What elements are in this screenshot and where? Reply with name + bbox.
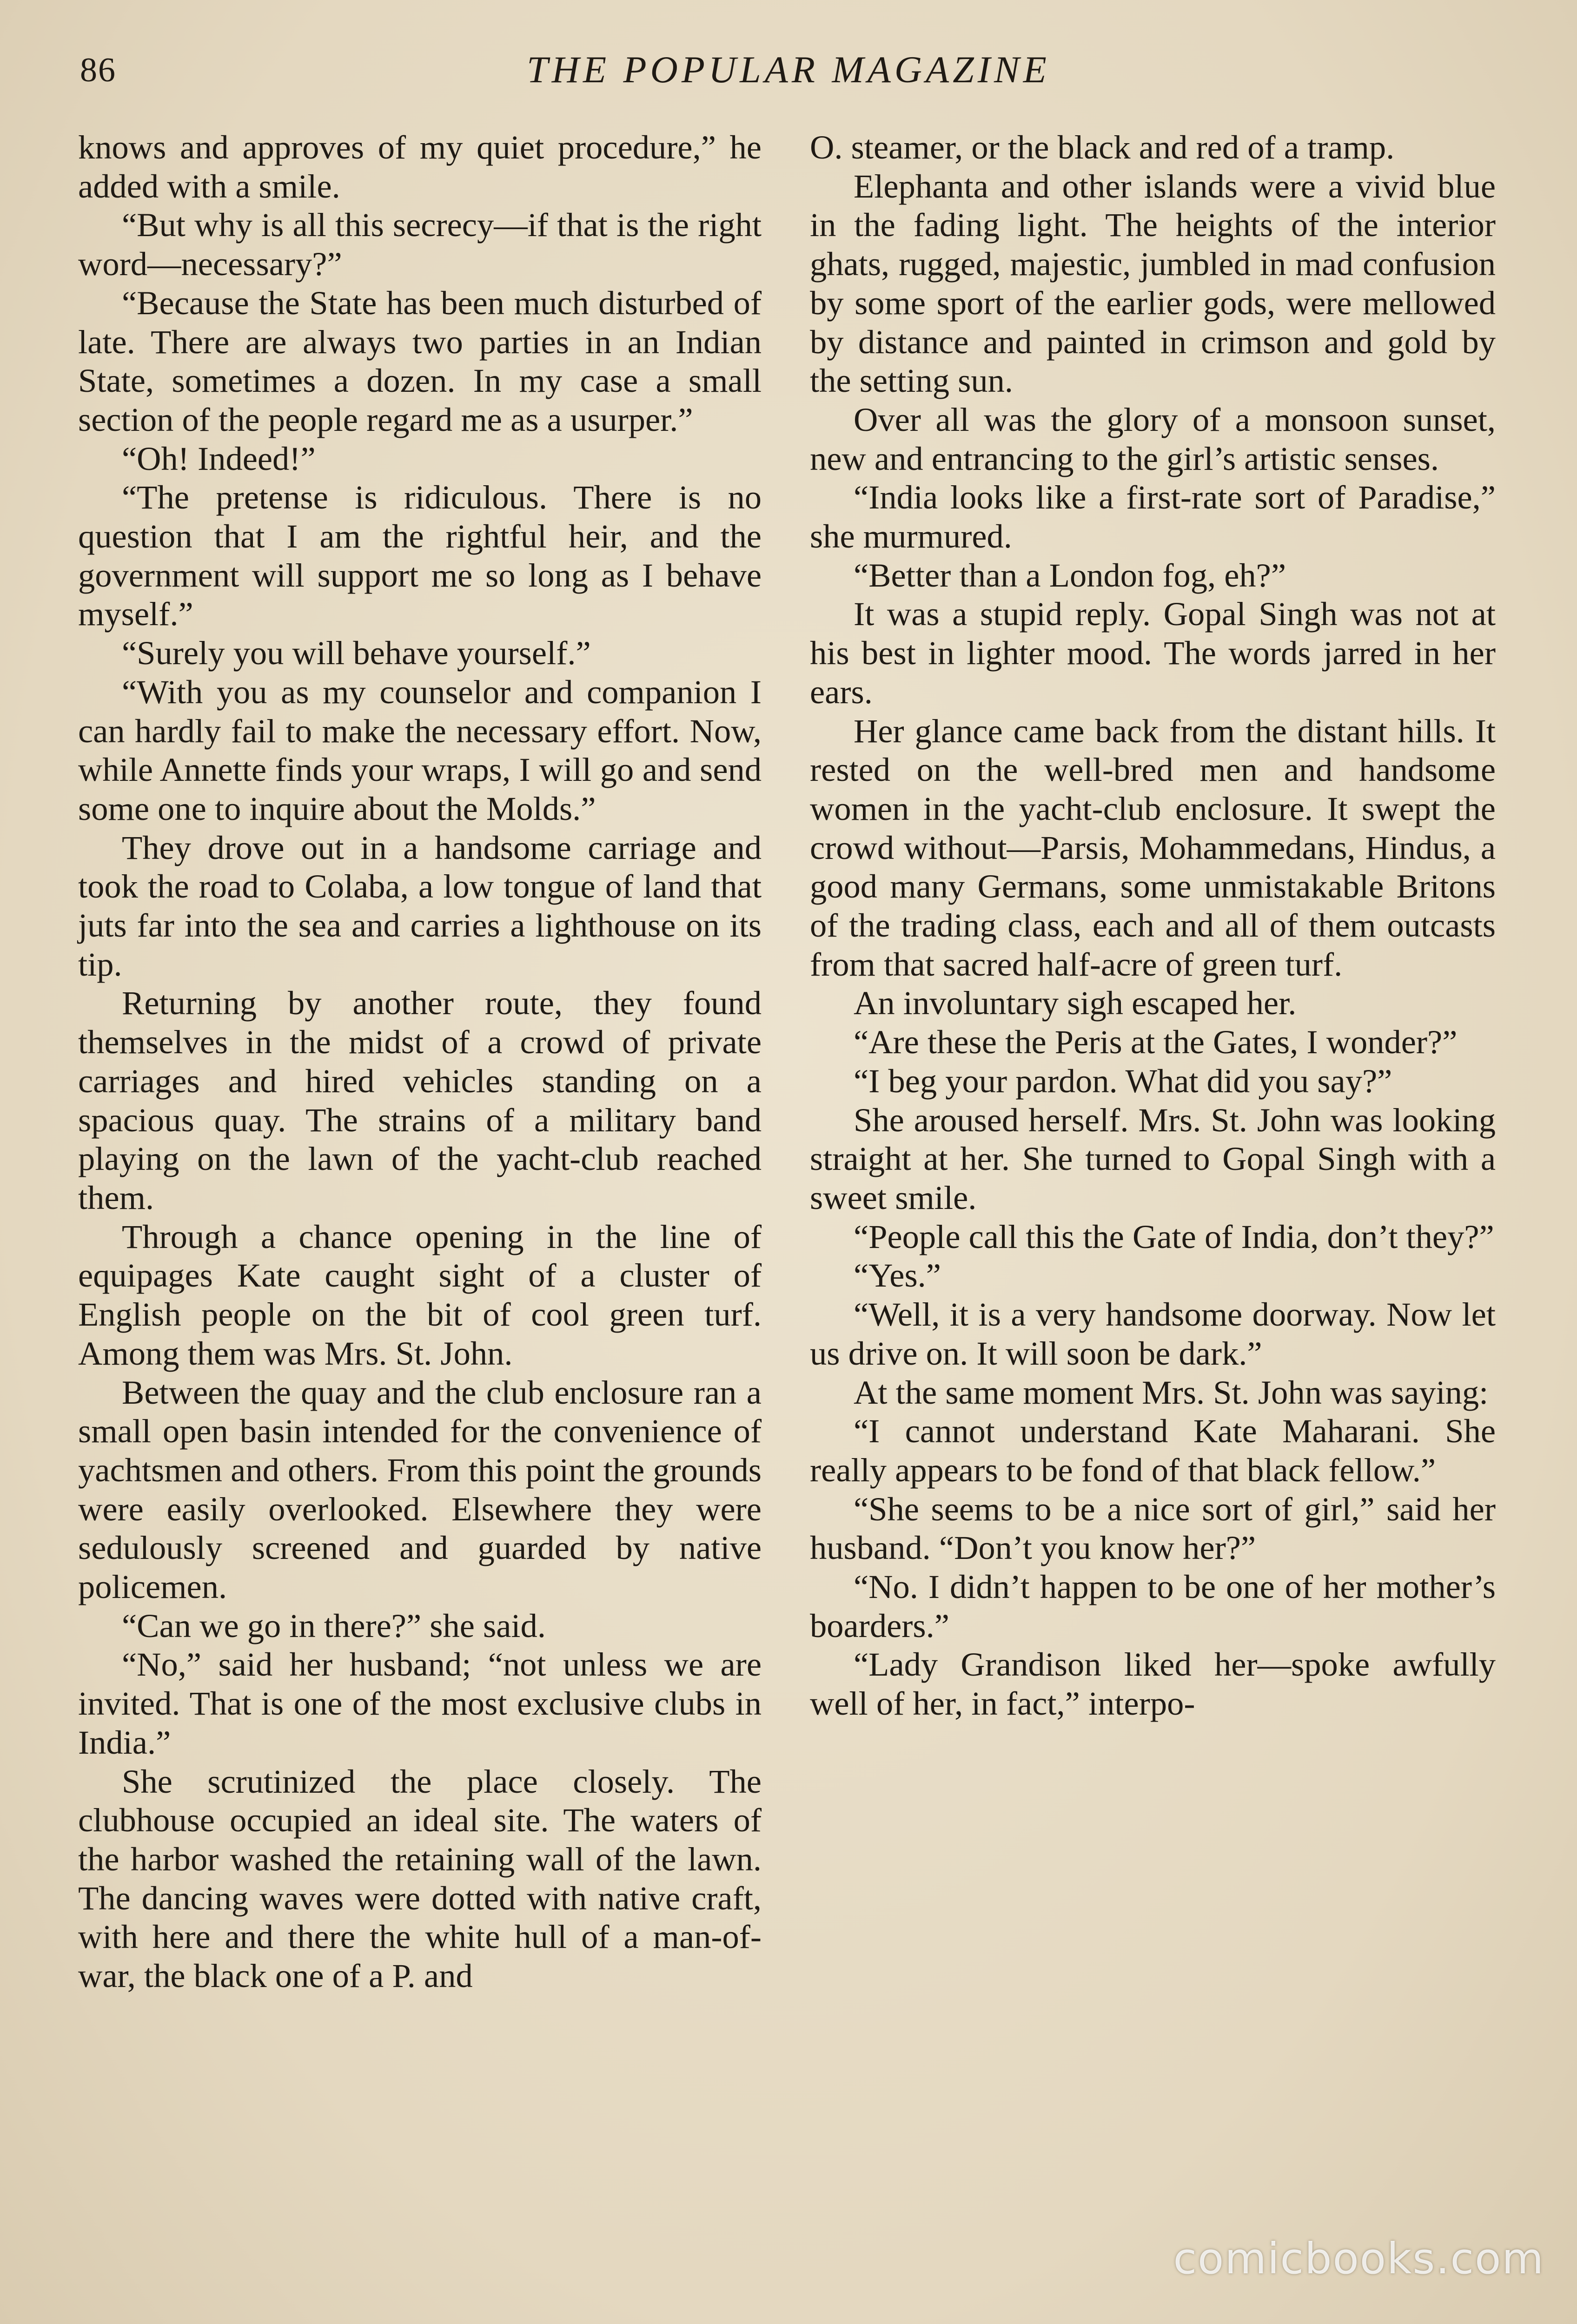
paragraph: “Better than a London fog, eh?” (854, 556, 1286, 594)
paragraph: “Well, it is a very handsome doorway. Now let us drive on. It will soon be dark.” (810, 1295, 1496, 1372)
paragraph: “No. I didn’t happen to be one of her mother’s boarders.” (810, 1568, 1496, 1644)
paragraph: “Surely you will behave yourself.” (122, 634, 591, 672)
paragraph: “Because the State has been much disturbed of late. There are always two parties in an Indian State, sometimes a dozen. In my case a small section of the people regard me as a usurper.” (78, 284, 762, 438)
paragraph: “Oh! Indeed!” (122, 439, 316, 477)
paragraph: Through a chance opening in the line of equipages Kate caught sight of a cluster of English people on the bit of cool green turf. Among them was Mrs. St. John. (78, 1217, 762, 1372)
right-column (810, 128, 1496, 1723)
paragraph: Returning by another route, they found themselves in the midst of a crowd of private carriages and hired vehicles standing on a spacious quay. The strains of a military band playing on the lawn of the yacht-club reached them. (78, 984, 762, 1216)
watermark: comicbooks.com (1173, 2234, 1544, 2284)
paragraph: “Lady Grandison liked her—spoke awfully well of her, in fact,” interpo- (810, 1645, 1496, 1723)
paragraph: Over all was the glory of a monsoon sunset, new and entrancing to the girl’s artistic senses. (810, 400, 1496, 477)
paragraph: “The pretense is ridiculous. There is no question that I am the rightful heir, and the government will support me so long as I behave myself.” (78, 478, 762, 633)
paragraph: “No,” said her husband; “not unless we are invited. That is one of the most exclusive clubs in India.” (78, 1645, 762, 1761)
paragraph: “But why is all this secrecy—if that is the right word—necessary?” (78, 206, 762, 283)
paragraph: Elephanta and other islands were a vivid blue in the fading light. The heights of the interior ghats, rugged, majestic, jumbled in mad confusion by some sport of the earlier gods, were mellowed by distance and painted in crimson and gold by the setting sun. (810, 167, 1496, 400)
paragraph: O. steamer, or the black and red of a tramp. (810, 128, 1395, 166)
page-header (0, 44, 1577, 100)
paragraph: She aroused herself. Mrs. St. John was looking straight at her. She turned to Gopal Singh with a sweet smile. (810, 1101, 1496, 1216)
paragraph: “India looks like a first-rate sort of Paradise,” she murmured. (810, 478, 1496, 555)
paragraph: An involuntary sigh escaped her. (854, 984, 1297, 1022)
paragraph: They drove out in a handsome carriage and took the road to Colaba, a low tongue of land that juts far into the sea and carries a lighthouse on its tip. (78, 828, 762, 983)
paragraph: “Can we go in there?” she said. (122, 1606, 546, 1644)
paragraph: “People call this the Gate of India, don’t they?” (854, 1217, 1494, 1255)
paragraph: She scrutinized the place closely. The clubhouse occupied an ideal site. The waters of the harbor washed the retaining wall of the lawn. The dancing waves were dotted with native craft, with here and there the white hull of a man-of-war, the black one of a P. and (78, 1762, 762, 1995)
running-head: THE POPULAR MAGAZINE (527, 48, 1050, 91)
paragraph: It was a stupid reply. Gopal Singh was not at his best in lighter mood. The words jarred in her ears. (810, 595, 1496, 711)
left-column (78, 128, 762, 1995)
paragraph: At the same moment Mrs. St. John was saying: (854, 1373, 1489, 1411)
page-number: 86 (80, 51, 116, 89)
paragraph: “Are these the Peris at the Gates, I wonder?” (854, 1023, 1458, 1061)
paragraph: knows and approves of my quiet procedure,” he added with a smile. (78, 128, 762, 205)
paragraph: “With you as my counselor and companion I can hardly fail to make the necessary effort. Now, while Annette finds your wraps, I will go and send some one to inquire about the Molds.” (78, 673, 762, 827)
paragraph: “She seems to be a nice sort of girl,” said her husband. “Don’t you know her?” (810, 1490, 1496, 1567)
paragraph: Between the quay and the club enclosure ran a small open basin intended for the convenience of yachtsmen and others. From this point the grounds were easily overlooked. Elsewhere they were sedulously screened and guarded by native policemen. (78, 1373, 762, 1606)
paragraph: “I beg your pardon. What did you say?” (854, 1062, 1392, 1100)
paragraph: Her glance came back from the distant hills. It rested on the well-bred men and handsome women in the yacht-club enclosure. It swept the crowd without—Parsis, Mohammedans, Hindus, a good many Germans, some unmistakable Britons of the trading class, each and all of them outcasts from that sacred half-acre of green turf. (810, 712, 1496, 983)
paragraph: “Yes.” (854, 1256, 941, 1294)
paragraph: “I cannot understand Kate Maharani. She really appears to be fond of that black fellow.” (810, 1412, 1496, 1489)
